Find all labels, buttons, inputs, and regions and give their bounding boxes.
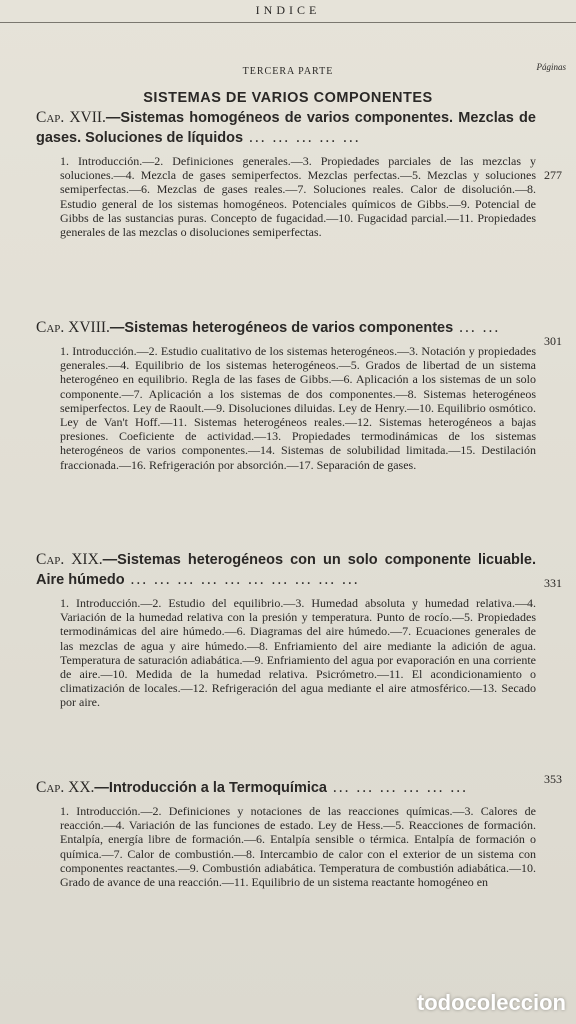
chapter-number: Cap. XVIII. — [36, 319, 110, 336]
leader-dots: ... ... — [453, 319, 501, 336]
chapter-contents: 1. Introducción.—2. Definiciones generales.—3. Propiedades parciales de las mezclas y soluciones.—4. Mezcla de gases semiperfectos. Mezclas perfectas.—5. Mezclas y soluciones semiperfectas.—6. Mezclas de gases reales.—7. Soluciones reales. Calor de disolución.—8. Estudio general de los sistemas homogéneos. Potenciales químicos de Gibbs.—9. Potencial de Gibbs de las sustancias puras. Concepto de fugacidad.—10. Fugacidad parcial.—11. Propiedades generales de las mezclas o disoluciones semiperfectas. — [60, 154, 536, 240]
header-rule — [0, 22, 576, 23]
chapter-title: —Sistemas heterogéneos con un solo componente licuable. Aire húmedo — [36, 552, 537, 588]
chapter-page-number: 277 — [544, 168, 562, 182]
chapter-entry — [36, 318, 536, 472]
chapter-page-number: 331 — [544, 576, 562, 590]
chapter-entry — [36, 550, 536, 710]
chapter-contents: 1. Introducción.—2. Definiciones y notaciones de las reacciones químicas.—3. Calores de reacción.—4. Variación de las funciones de estado. Ley de Hess.—5. Reacciones de formación. Entalpía, energía libre de formación.—6. Entalpía sensible o térmica. Entalpía de formación o química.—7. Calor de combustión.—8. Intercambio de calor con el exterior de un sistema con componentes reactantes.—9. Combustión adiabática. Temperatura de combustión adiabática.—10. Grado de avance de una reacción.—11. Equilibrio de un sistema reactante homogéneo en — [60, 804, 536, 890]
leader-dots: ... ... ... ... ... — [243, 129, 361, 146]
pages-column-label: Páginas — [536, 62, 566, 72]
chapter-heading — [36, 108, 536, 148]
chapter-contents: 1. Introducción.—2. Estudio del equilibrio.—3. Humedad absoluta y humedad relativa.—4. Variación de la humedad relativa con la presión y temperatura. Punto de rocío.—5. Propiedades termodinámicas del aire húmedo.—6. Diagramas del aire húmedo.—7. Ecuaciones generales de las mezclas de agua y aire húmedo.—8. Enfriamiento del aire mediante la adición de agua. Temperatura de saturación adiabática.—9. Enfriamiento del agua por evaporación en una corriente de aire.—10. Medida de la humedad relativa. Psicrómetro.—11. El acondicionamiento o climatización de locales.—12. Refrigeración del agua mediante el aire atmosférico.—13. Secado por aire. — [60, 596, 536, 710]
chapter-number: Cap. XVII. — [36, 109, 106, 126]
chapter-heading — [36, 550, 536, 590]
chapter-contents: 1. Introducción.—2. Estudio cualitativo de los sistemas heterogéneos.—3. Notación y propiedades generales.—4. Equilibrio de los sistemas heterogéneos.—5. Grados de libertad de un sistema heterogéneo en equilibrio. Regla de las fases de Gibbs.—6. Aplicación a los sistemas de un solo componente.—7. Aplicación a los sistemas de dos componentes.—8. Sistemas heterogéneos semiperfectos. Ley de Raoult.—9. Disoluciones diluidas. Ley de Henry.—10. Equilibrio osmótico. Ley de Van't Hoff.—11. Sistemas heterogéneos reales.—12. Sistemas heterogéneos a bajas presiones. Coeficiente de actividad.—13. Propiedades termodinámicas de los sistemas heterogéneos de varios componentes.—14. Sistemas de solubilidad limitada.—15. Destilación fraccionada.—16. Refrigeración por absorción.—17. Separación de gases. — [60, 344, 536, 472]
chapter-number: Cap. XX. — [36, 779, 95, 796]
leader-dots: ... ... ... ... ... ... — [327, 779, 468, 796]
part-label: TERCERA PARTE — [242, 66, 334, 77]
chapter-heading — [36, 318, 536, 338]
section-title: SISTEMAS DE VARIOS COMPONENTES — [143, 90, 433, 106]
chapter-heading — [36, 778, 536, 798]
chapter-title: —Sistemas heterogéneos de varios componentes — [109, 320, 454, 336]
chapter-page-number: 301 — [544, 334, 562, 348]
chapter-title: —Introducción a la Termoquímica — [94, 780, 327, 796]
chapter-number: Cap. XIX. — [36, 551, 103, 568]
leader-dots: ... ... ... ... ... ... ... ... ... ... — [124, 571, 360, 588]
chapter-entry — [36, 108, 536, 239]
running-header: INDICE — [255, 3, 321, 17]
chapter-entry — [36, 778, 536, 889]
chapter-title: —Sistemas homogéneos de varios componentes. Mezclas de gases. Soluciones de líquidos — [36, 110, 536, 146]
chapter-page-number: 353 — [544, 772, 562, 786]
watermark-logo: todocoleccion — [416, 990, 566, 1015]
